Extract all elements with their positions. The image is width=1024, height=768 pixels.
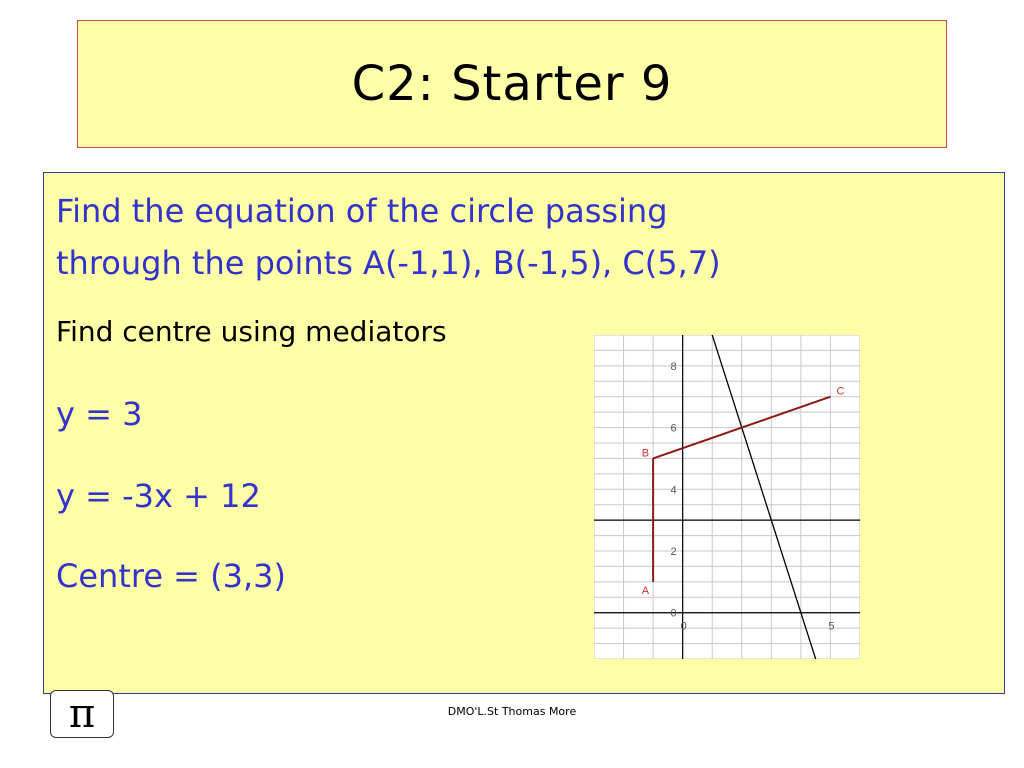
point-label-A: A xyxy=(641,584,650,597)
y-tick-label: 0 xyxy=(670,607,677,620)
question-line-1: Find the equation of the circle passing xyxy=(56,192,668,230)
mediator-line xyxy=(594,335,860,659)
grid-layer xyxy=(594,335,860,659)
point-label-C: C xyxy=(836,385,845,398)
y-tick-label: 2 xyxy=(670,546,677,558)
axis-layer xyxy=(594,335,860,659)
y-tick-label: 4 xyxy=(670,484,677,497)
question-line-2: through the points A(-1,1), B(-1,5), C(5,7) xyxy=(56,244,721,282)
method-text: Find centre using mediators xyxy=(56,315,447,348)
pi-symbol: π xyxy=(68,691,96,737)
title-box xyxy=(77,20,947,148)
footer-text: DMO'L.St Thomas More xyxy=(447,705,577,718)
coordinate-graph xyxy=(594,335,860,659)
answer-line-1: y = 3 xyxy=(56,395,143,433)
question-text xyxy=(56,185,956,289)
x-tick-label: 0 xyxy=(680,620,687,633)
slide-title: C2: Starter 9 xyxy=(351,56,673,112)
answer-line-2: y = -3x + 12 xyxy=(56,477,261,515)
answer-line-3: Centre = (3,3) xyxy=(56,557,287,595)
line-layer xyxy=(594,335,860,659)
point-label-B: B xyxy=(641,447,650,460)
x-tick-label: 5 xyxy=(828,620,835,633)
graph-svg xyxy=(594,335,860,659)
y-tick-label: 6 xyxy=(670,422,677,435)
y-tick-label: 8 xyxy=(670,360,677,373)
content-box xyxy=(43,172,1005,694)
